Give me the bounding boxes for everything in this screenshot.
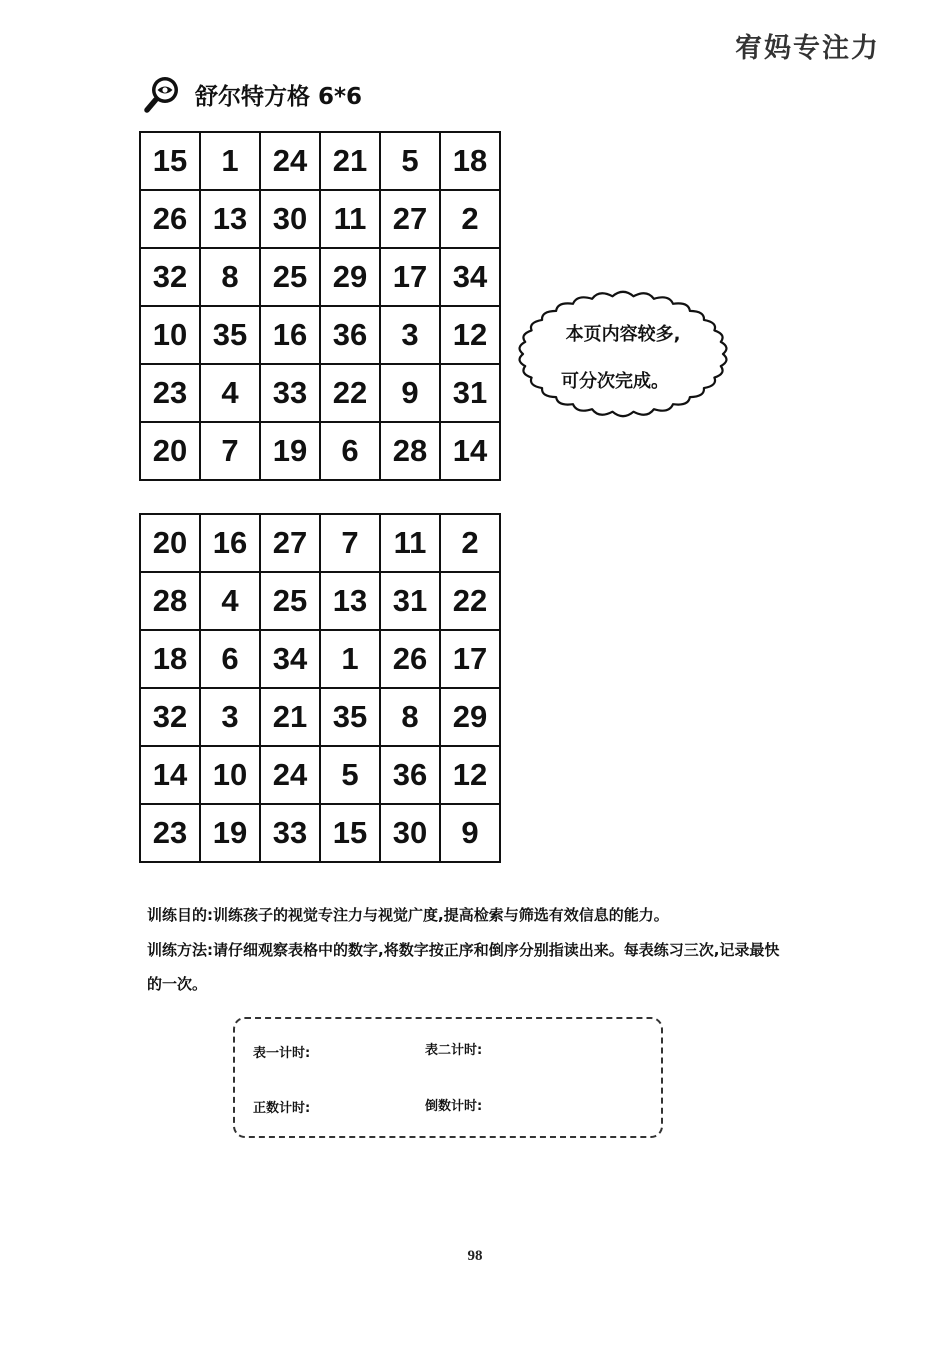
grid-cell: 15 [320,804,380,862]
table-row [140,804,500,862]
grid-cell: 4 [200,572,260,630]
speech-cloud [512,285,734,423]
page-number: 98 [467,1248,483,1264]
schulte-grid-2 [139,513,501,863]
grid-cell: 34 [440,248,500,306]
grid-cell: 30 [260,190,320,248]
grid-cell: 10 [140,306,200,364]
magnifier-eye-icon [143,74,183,114]
section-title-row [143,72,362,116]
table-row [140,248,500,306]
grid-cell: 5 [320,746,380,804]
grid-cell: 33 [260,804,320,862]
grid-cell: 31 [440,364,500,422]
grid-cell: 20 [140,514,200,572]
grid-cell: 6 [200,630,260,688]
forward-timer-label: 正数计时: [253,1101,311,1116]
grid-cell: 19 [200,804,260,862]
table1-timer-label: 表一计时: [253,1046,311,1061]
grid-cell: 26 [380,630,440,688]
grid-cell: 23 [140,364,200,422]
page-title: 舒尔特方格 6*6 [195,83,363,110]
table-row [140,364,500,422]
grid-cell: 14 [440,422,500,480]
grid-cell: 10 [200,746,260,804]
grid-cell: 3 [380,306,440,364]
grid-cell: 34 [260,630,320,688]
grid-cell: 8 [380,688,440,746]
grid-cell: 29 [320,248,380,306]
grid-cell: 5 [380,132,440,190]
grid-cell: 19 [260,422,320,480]
grid-cell: 30 [380,804,440,862]
grid-cell: 29 [440,688,500,746]
table-row [140,688,500,746]
grid-cell: 31 [380,572,440,630]
table-row [140,746,500,804]
grid-cell: 36 [320,306,380,364]
brand-title: 宥妈专注力 [735,33,880,64]
grid-cell: 21 [260,688,320,746]
table2-timer-label: 表二计时: [425,1043,483,1058]
grid-cell: 6 [320,422,380,480]
grid-cell: 9 [440,804,500,862]
grid-cell: 21 [320,132,380,190]
timer-record-box [233,1017,663,1138]
grid-cell: 23 [140,804,200,862]
grid-cell: 26 [140,190,200,248]
grid-cell: 24 [260,132,320,190]
grid-cell: 28 [380,422,440,480]
grid-cell: 16 [200,514,260,572]
grid-cell: 13 [200,190,260,248]
grid-cell: 7 [320,514,380,572]
grid-cell: 17 [380,248,440,306]
training-method-text: 训练方法:请仔细观察表格中的数字,将数字按正序和倒序分别指读出来。每表练习三次,记录最快的一次。 [147,941,780,993]
grid-cell: 32 [140,688,200,746]
grid-cell: 15 [140,132,200,190]
schulte-grid-1 [139,131,501,481]
grid-cell: 1 [320,630,380,688]
table-row [140,422,500,480]
grid-cell: 22 [320,364,380,422]
table-row [140,132,500,190]
grid-cell: 25 [260,248,320,306]
cloud-shape-icon [512,285,734,423]
grid-cell: 11 [320,190,380,248]
grid-cell: 16 [260,306,320,364]
grid-cell: 27 [260,514,320,572]
grid-cell: 3 [200,688,260,746]
table-row [140,630,500,688]
training-purpose-text: 训练目的:训练孩子的视觉专注力与视觉广度,提高检索与筛选有效信息的能力。 [147,906,669,924]
grid-cell: 28 [140,572,200,630]
cloud-text-line-1: 本页内容较多, [565,324,681,345]
grid-cell: 7 [200,422,260,480]
cloud-text-line-2: 可分次完成。 [561,371,669,392]
grid-cell: 32 [140,248,200,306]
grid-cell: 20 [140,422,200,480]
grid-cell: 33 [260,364,320,422]
grid-cell: 18 [440,132,500,190]
grid-cell: 14 [140,746,200,804]
grid-cell: 2 [440,190,500,248]
grid-cell: 35 [320,688,380,746]
grid-cell: 36 [380,746,440,804]
grid-cell: 9 [380,364,440,422]
grid-cell: 35 [200,306,260,364]
grid-cell: 22 [440,572,500,630]
grid-cell: 1 [200,132,260,190]
backward-timer-label: 倒数计时: [425,1099,483,1114]
grid-cell: 18 [140,630,200,688]
table-row [140,306,500,364]
grid-cell: 13 [320,572,380,630]
table-row [140,190,500,248]
grid-cell: 12 [440,746,500,804]
grid-cell: 4 [200,364,260,422]
grid-cell: 11 [380,514,440,572]
grid-cell: 12 [440,306,500,364]
grid-cell: 2 [440,514,500,572]
grid-cell: 17 [440,630,500,688]
grid-cell: 24 [260,746,320,804]
table-row [140,572,500,630]
grid-cell: 25 [260,572,320,630]
grid-cell: 27 [380,190,440,248]
table-row [140,514,500,572]
grid-cell: 8 [200,248,260,306]
